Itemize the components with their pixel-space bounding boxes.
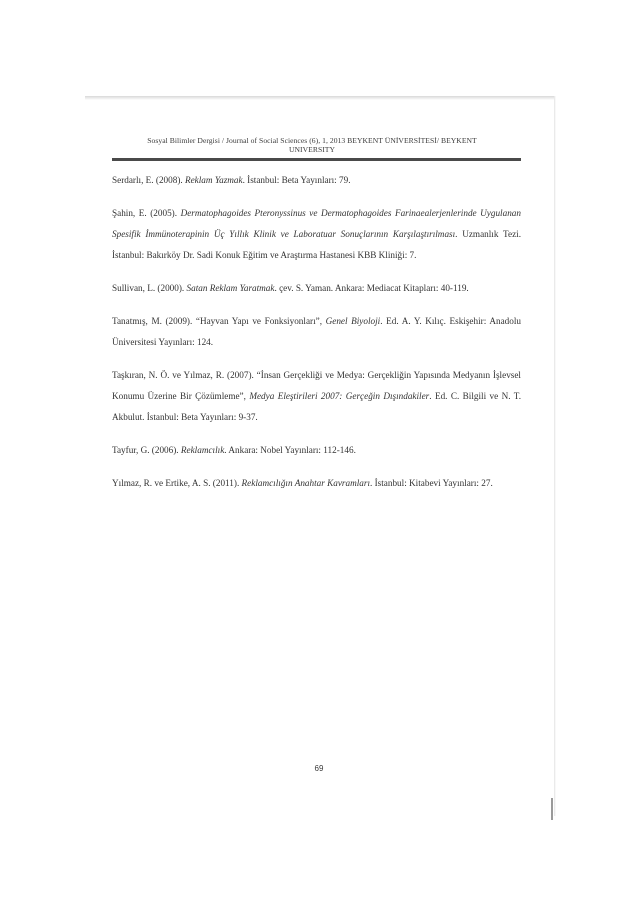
reference-title: Dermatophagoides Pteronyssinus ve Dermatophagoides Farinaealerjenlerinde Uygulanan Spesifik İmmünoterapinin Üç Yıllık Klinik ve Laboratuar Sonuçlarının Karşılaştırılması	[112, 208, 521, 239]
reference-item: Serdarlı, E. (2008). Reklam Yazmak. İstanbul: Beta Yayınları: 79.	[112, 175, 351, 185]
reference-title: Genel Biyoloji	[325, 316, 381, 326]
scan-shadow	[85, 96, 555, 100]
reference-item: Şahin, E. (2005). Dermatophagoides Pteronyssinus ve Dermatophagoides Farinaealerjenlerinde Uygulanan Spesifik İmmünoterapinin Üç Yıllık Klinik ve Laboratuar Sonuçlarının Karşılaştırılması. Uzmanlık Tezi. İstanbul: Bakırköy Dr. Sadi Konuk Eğitim ve Araştırma Hastanesi KBB Kliniği: 7.	[112, 208, 521, 260]
header-rule	[112, 158, 521, 161]
reference-item: Yılmaz, R. ve Ertike, A. S. (2011). Reklamcılığın Anahtar Kavramları. İstanbul: Kitabevi Yayınları: 27.	[112, 478, 493, 488]
reference-item: Tanatmış, M. (2009). “Hayvan Yapı ve Fonksiyonları”, Genel Biyoloji. Ed. A. Y. Kılıç. Eskişehir: Anadolu Üniversitesi Yayınları: 124.	[112, 316, 521, 347]
reference-list	[112, 170, 521, 494]
reference-title: Medya Eleştirileri 2007: Gerçeğin Dışındakiler	[249, 391, 430, 401]
scan-edge-mark	[551, 798, 553, 820]
reference-item: Sullivan, L. (2000). Satan Reklam Yaratmak. çev. S. Yaman. Ankara: Mediacat Kitapları: 40-119.	[112, 283, 469, 293]
reference-item: Tayfur, G. (2006). Reklamcılık. Ankara: Nobel Yayınları: 112-146.	[112, 445, 356, 455]
reference-title: Reklamcılığın Anahtar Kavramları	[241, 478, 370, 488]
running-header	[112, 137, 512, 154]
scan-edge	[554, 96, 556, 816]
header-line-1: Sosyal Bilimler Dergisi / Journal of Social Sciences (6), 1, 2013 BEYKENT ÜNİVERSİTESİ/ BEYKENT	[147, 136, 477, 145]
reference-title: Reklam Yazmak	[184, 175, 243, 185]
page-number: 69	[314, 764, 324, 773]
header-line-2: UNIVERSITY	[288, 144, 336, 154]
reference-title: Satan Reklam Yaratmak	[186, 283, 275, 293]
reference-title: Reklamcılık	[180, 445, 225, 455]
reference-item: Taşkıran, N. Ö. ve Yılmaz, R. (2007). “İnsan Gerçekliği ve Medya: Gerçekliğin Yapısında Medyanın İşlevsel Konumu Üzerine Bir Çözümleme”, Medya Eleştirileri 2007: Gerçeğin Dışındakiler. Ed. C. Bilgili ve N. T. Akbulut. İstanbul: Beta Yayınları: 9-37.	[112, 370, 522, 422]
